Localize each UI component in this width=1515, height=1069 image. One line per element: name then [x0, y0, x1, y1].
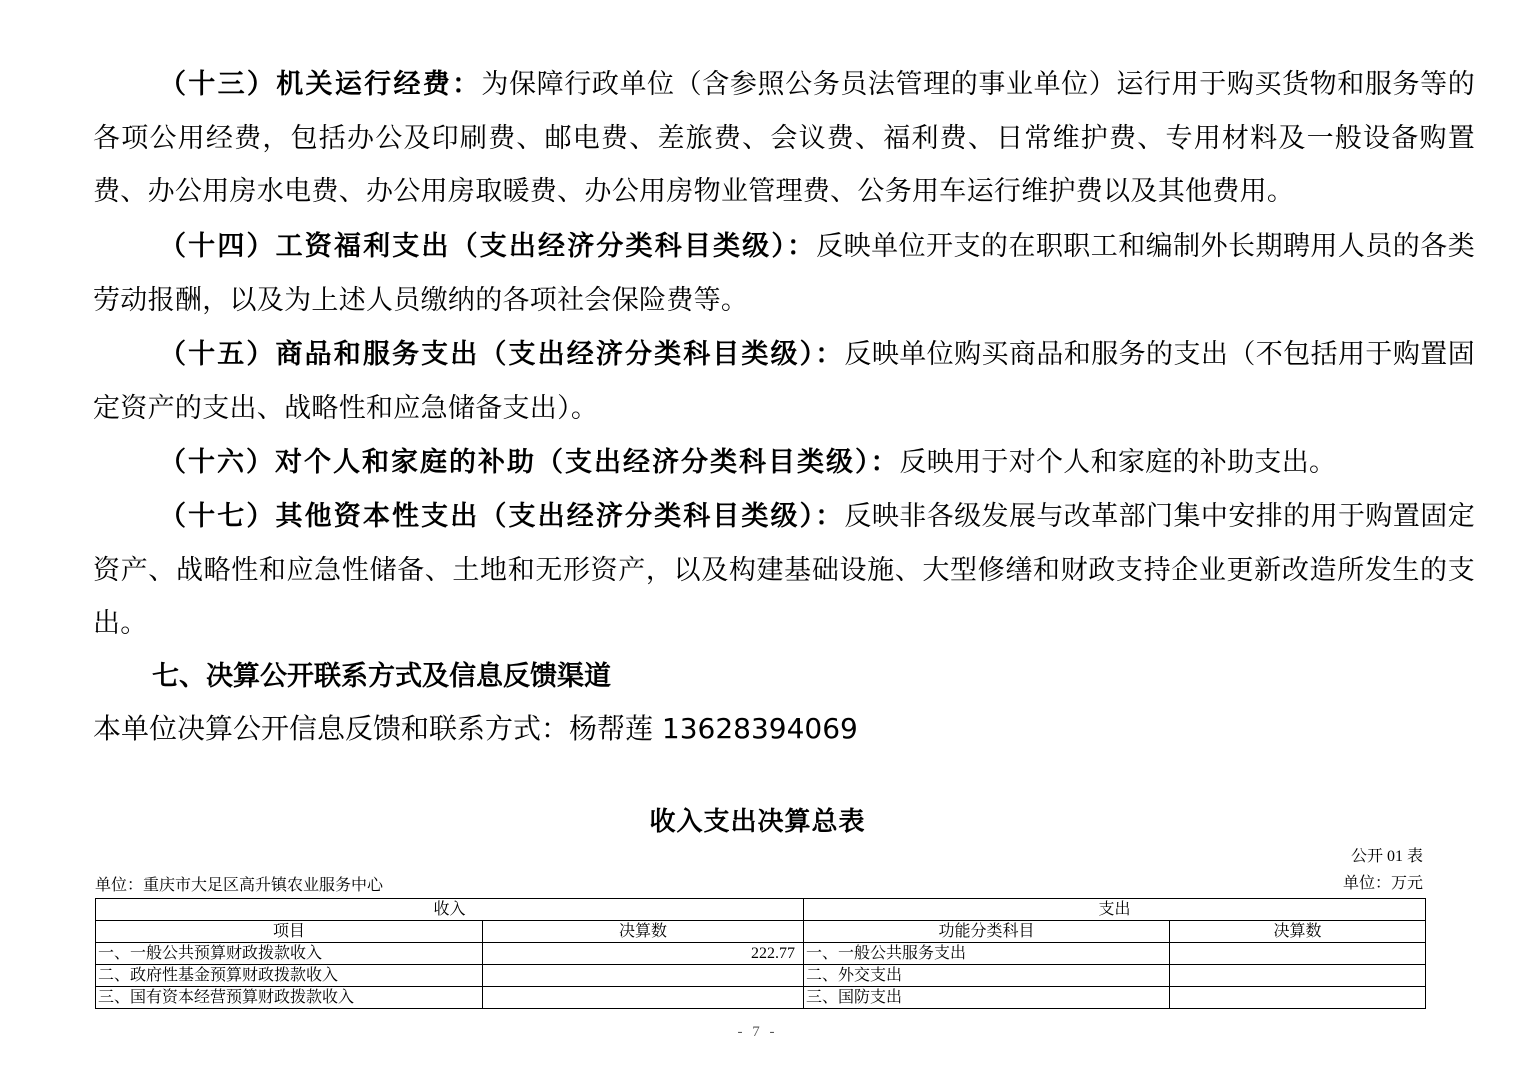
col-item-header: 项目 [96, 921, 483, 943]
definition-16: 反映用于对个人和家庭的补助支出。 [899, 447, 1337, 478]
paragraph-16 [93, 436, 1475, 490]
unit-currency: 单位：万元 [1342, 875, 1423, 892]
term-13: （十三）机关运行经费： [159, 69, 482, 100]
page-number: - 7 - [737, 1024, 778, 1040]
paragraph-15 [93, 328, 1475, 435]
income-item: 三、国有资本经营预算财政拨款收入 [96, 987, 483, 1009]
expense-amount [1170, 965, 1426, 987]
table-row [96, 987, 1426, 1009]
term-17: （十七）其他资本性支出（支出经济分类科目类级）： [159, 501, 845, 532]
expense-item: 二、外交支出 [804, 965, 1170, 987]
table-row [96, 943, 1426, 965]
form-number: 公开 01 表 [1350, 848, 1423, 865]
term-16: （十六）对个人和家庭的补助（支出经济分类科目类级）： [159, 447, 900, 478]
col-amount2-header: 决算数 [1170, 921, 1426, 943]
term-15: （十五）商品和服务支出（支出经济分类科目类级）： [159, 339, 845, 370]
income-amount [483, 987, 804, 1009]
expense-item: 一、一般公共服务支出 [804, 943, 1170, 965]
definition-14: 反映单位开支的在职职工和编制外长期聘用人员的各类劳动报酬，以及为上述人员缴纳的各项社会保险费等。 [93, 231, 1476, 316]
table-row [96, 965, 1426, 987]
income-amount [483, 965, 804, 987]
section-heading: 七、决算公开联系方式及信息反馈渠道 [152, 661, 611, 692]
unit-organization: 单位：重庆市大足区高升镇农业服务中心 [95, 877, 384, 894]
col-function-header: 功能分类科目 [804, 921, 1170, 943]
paragraph-13 [93, 58, 1475, 219]
term-14: （十四）工资福利支出（支出经济分类科目类级）： [159, 231, 817, 262]
table-column-header-row [96, 921, 1426, 943]
income-expense-table [95, 898, 1426, 1009]
col-amount-header: 决算数 [483, 921, 804, 943]
definition-17: 反映非各级发展与改革部门集中安排的用于购置固定资产、战略性和应急性储备、土地和无形资产，以及构建基础设施、大型修缮和财政支持企业更新改造所发生的支出。 [93, 501, 1475, 639]
contact-line: 本单位决算公开信息反馈和联系方式：杨帮莲 13628394069 [93, 712, 858, 745]
income-amount: 222.77 [483, 943, 804, 965]
income-item: 二、政府性基金预算财政拨款收入 [96, 965, 483, 987]
income-item: 一、一般公共预算财政拨款收入 [96, 943, 483, 965]
table-group-header-row [96, 899, 1426, 921]
paragraph-14 [93, 220, 1475, 327]
expense-amount [1170, 943, 1426, 965]
expense-item: 三、国防支出 [804, 987, 1170, 1009]
expense-header: 支出 [804, 899, 1426, 921]
paragraph-17 [93, 490, 1475, 651]
definition-15: 反映单位购买商品和服务的支出（不包括用于购置固定资产的支出、战略性和应急储备支出）。 [93, 339, 1475, 424]
definition-13: 为保障行政单位（含参照公务员法管理的事业单位）运行用于购买货物和服务等的各项公用经费，包括办公及印刷费、邮电费、差旅费、会议费、福利费、日常维护费、专用材料及一般设备购置费、办公用房水电费、办公用房取暖费、办公用房物业管理费、公务用车运行维护费以及其他费用。 [93, 69, 1475, 207]
table-title: 收入支出决算总表 [649, 807, 866, 837]
income-header: 收入 [96, 899, 804, 921]
expense-amount [1170, 987, 1426, 1009]
